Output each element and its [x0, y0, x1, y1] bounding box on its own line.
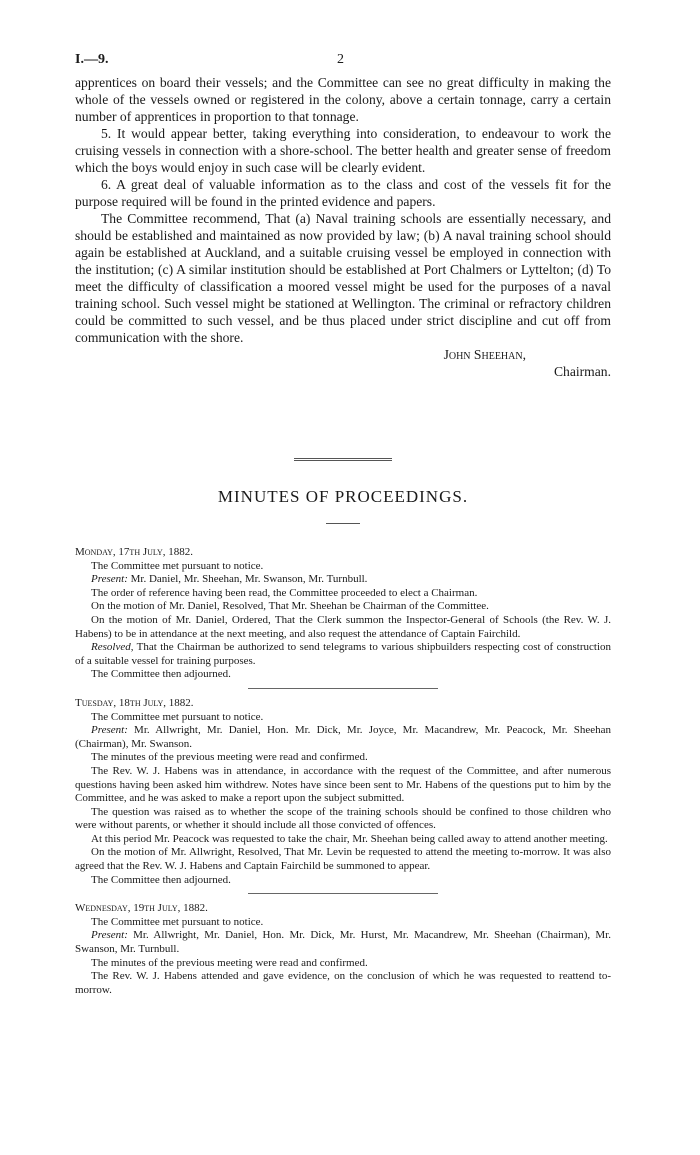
report-paragraph: The Committee recommend, That (a) Naval training schools are essentially necessary, and should be established and maintained as now provided by law; (b) A naval training school should again be established at Auckland, and a suitable cruising vessel be employed in connection with the institution; (c) A similar institution should be established at Port Chalmers or Lyttelton; (d) To meet the difficulty of classification a moored vessel might be used for the purposes of a naval training school. Such vessel might be stationed at Wellington. The criminal or refractory children could be committed to such vessel, and be thus placed under strict discipline and cut off from communication with the shore.: [75, 211, 611, 345]
signature-block: [75, 346, 611, 380]
page-header: [75, 52, 611, 74]
minute-item: The Committee then adjourned.: [91, 873, 231, 886]
meeting-date: Tuesday, 18th July, 1882.: [75, 696, 194, 709]
minute-item: The Committee then adjourned.: [91, 668, 231, 681]
minute-item: The Rev. W. J. Habens was in attendance, in accordance with the request of the Committee, and after numerous questions having been asked him withdrew. Notes have since been sent to Mr. Habens of the questions put to him by the Committee, and he was asked to make a report upon the subject submitted.: [75, 764, 611, 805]
minute-item: The order of reference having been read, the Committee proceeded to elect a Chairman.: [91, 586, 478, 599]
minutes-heading: MINUTES OF PROCEEDINGS.: [217, 487, 469, 506]
minutes-section: [75, 546, 611, 997]
minute-item: Resolved, That the Chairman be authorized to send telegrams to various shipbuilders respecting cost of construction of a suitable vessel for training purposes.: [75, 641, 611, 667]
minute-item: The question was raised as to whether the scope of the training schools should be confined to those children who were without parents, or whether it should include all those convicted of offences.: [75, 805, 611, 832]
meeting-date: Monday, 17th July, 1882.: [75, 546, 194, 558]
minute-item: On the motion of Mr. Allwright, Resolved, That Mr. Levin be requested to attend the meeting to-morrow. It was also agreed that the Rev. W. J. Habens and Captain Fairchild be summoned to appear.: [75, 846, 611, 873]
committee-report: [75, 74, 611, 380]
meeting-entry: [75, 697, 611, 887]
meeting-separator: [248, 688, 438, 689]
report-paragraph: 5. It would appear better, taking everything into consideration, to endeavour to work the cruising vessels in connection with a shore-school. The better health and greater sense of freedom which the boys would enjoy in such case will be clearly evident.: [75, 126, 611, 175]
document-page: [75, 52, 611, 997]
heading-rule: [326, 523, 360, 524]
minute-item: The Committee met pursuant to notice.: [91, 559, 264, 572]
minute-item: The Committee met pursuant to notice.: [91, 915, 264, 928]
minute-item: The Committee met pursuant to notice.: [91, 710, 264, 723]
minute-item: The minutes of the previous meeting were read and confirmed.: [91, 956, 368, 969]
minute-item: On the motion of Mr. Daniel, Ordered, That the Clerk summon the Inspector-General of Schools (the Rev. W. J. Habens) to be in attendance at the next meeting, and also request the attendance of Captain Fairchild.: [75, 613, 611, 640]
signature-title: Chairman.: [553, 364, 611, 379]
meeting-entry: [75, 546, 611, 682]
report-paragraph: apprentices on board their vessels; and the Committee can see no great difficulty in making the whole of the vessels owned or registered in the colony, above a certain tonnage, carry a certain number of apprentices in proportion to that tonnage.: [75, 75, 611, 124]
meeting-separator: [248, 893, 438, 894]
report-paragraph: 6. A great deal of valuable information as to the class and cost of the vessels fit for the purpose required will be found in the printed evidence and papers.: [75, 177, 611, 209]
minute-item: Present: Mr. Allwright, Mr. Daniel, Hon. Mr. Dick, Mr. Joyce, Mr. Macandrew, Mr. Peacock, Mr. Sheehan (Chairman), Mr. Swanson.: [75, 724, 611, 750]
minute-item: The minutes of the previous meeting were read and confirmed.: [91, 751, 368, 764]
minute-item: At this period Mr. Peacock was requested to take the chair, Mr. Sheehan being called away to attend another meeting.: [91, 832, 608, 845]
minute-item: The Rev. W. J. Habens attended and gave evidence, on the conclusion of which he was requested to reattend to-morrow.: [75, 970, 611, 996]
minute-item: On the motion of Mr. Daniel, Resolved, That Mr. Sheehan be Chairman of the Committee.: [91, 600, 489, 613]
signature-name: John Sheehan,: [443, 347, 526, 362]
minute-item: Present: Mr. Allwright, Mr. Daniel, Hon. Mr. Dick, Mr. Hurst, Mr. Macandrew, Mr. Sheehan (Chairman), Mr. Swanson, Mr. Turnbull.: [75, 929, 611, 956]
minute-item: Present: Mr. Daniel, Mr. Sheehan, Mr. Swanson, Mr. Turnbull.: [91, 573, 368, 586]
section-divider: [294, 458, 392, 461]
meeting-date: Wednesday, 19th July, 1882.: [75, 902, 208, 915]
page-number: 2: [337, 52, 344, 67]
paper-reference: I.—9.: [75, 52, 109, 67]
meeting-entry: [75, 902, 611, 997]
